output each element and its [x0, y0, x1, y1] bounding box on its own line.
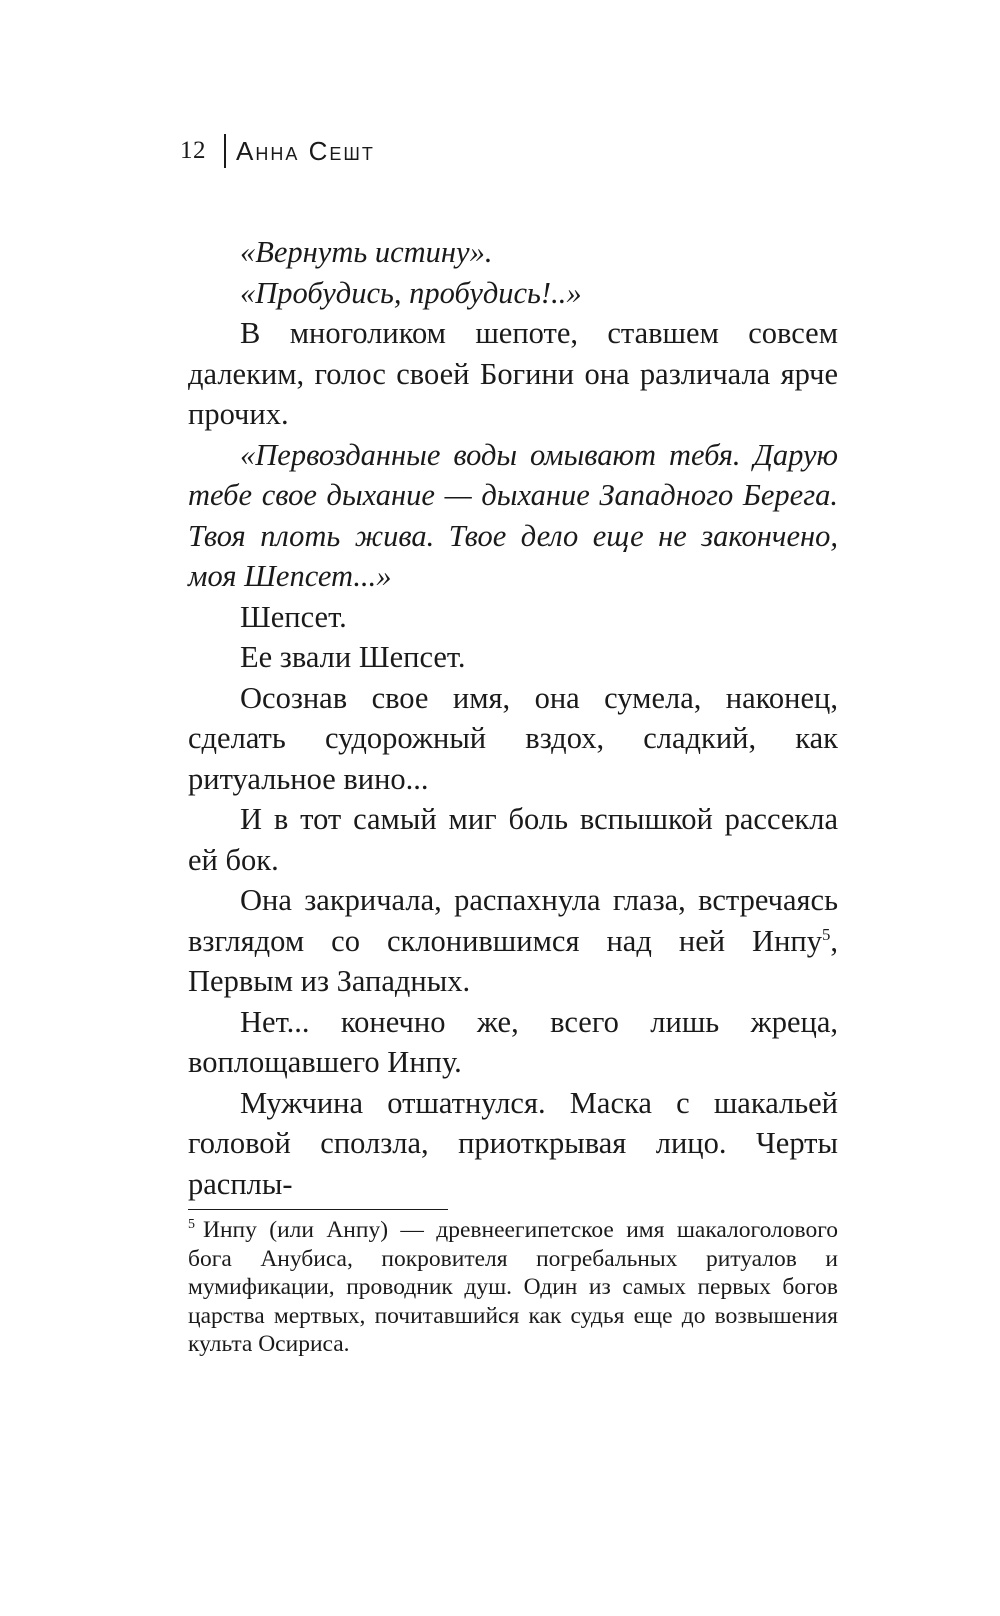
- footnote-reference[interactable]: 5: [821, 924, 831, 944]
- footnote-number: 5: [188, 1217, 195, 1233]
- footnote-text: Инпу (или Анпу) — древнеегипетское имя шакалоголового бога Анубиса, покровителя погребальных ритуалов и мумификации, проводник душ. Один из самых первых богов царства мертвых, почитавшийся как судья еще до возвышения культа Осириса.: [188, 1217, 838, 1357]
- paragraph: Шепсет.: [240, 599, 347, 634]
- paragraph-text: , Первым из Западных.: [188, 923, 838, 998]
- footnote-divider: [188, 1209, 448, 1210]
- paragraph-text: Она закричала, распахнула глаза, встречаясь взглядом со склонившимся над ней Инпу: [188, 883, 838, 958]
- footnote: [188, 1216, 838, 1359]
- footnote-text-block: [188, 1216, 838, 1359]
- running-header: [180, 135, 375, 167]
- paragraph: В многоликом шепоте, ставшем совсем далеким, голос своей Богини она различала ярче прочих.: [188, 316, 838, 431]
- paragraph: [188, 880, 838, 1002]
- paragraph: И в тот самый миг боль вспышкой рассекла ей бок.: [188, 802, 838, 877]
- paragraph: «Первозданные воды омывают тебя. Дарую тебе свое дыхание — дыхание Западного Берега. Твоя плоть жива. Твое дело еще не закончено, моя Шепсет...»: [188, 437, 838, 593]
- paragraph: Мужчина отшатнулся. Маска с шакальей головой сползла, приоткрывая лицо. Черты расплы-: [188, 1085, 838, 1201]
- page-number: 12: [180, 137, 206, 164]
- paragraph: Нет... конечно же, всего лишь жреца, воплощавшего Инпу.: [188, 1004, 838, 1079]
- paragraph: «Вернуть истину».: [240, 235, 493, 269]
- paragraph: Осознав свое имя, она сумела, наконец, сделать судорожный вздох, сладкий, как ритуальное вино...: [188, 680, 838, 796]
- header-separator: [224, 134, 226, 168]
- author-name: Анна Сешт: [236, 135, 375, 166]
- paragraph: «Пробудись, пробудись!..»: [240, 275, 582, 310]
- body-text: [188, 232, 838, 1204]
- paragraph: Ее звали Шепсет.: [240, 640, 466, 674]
